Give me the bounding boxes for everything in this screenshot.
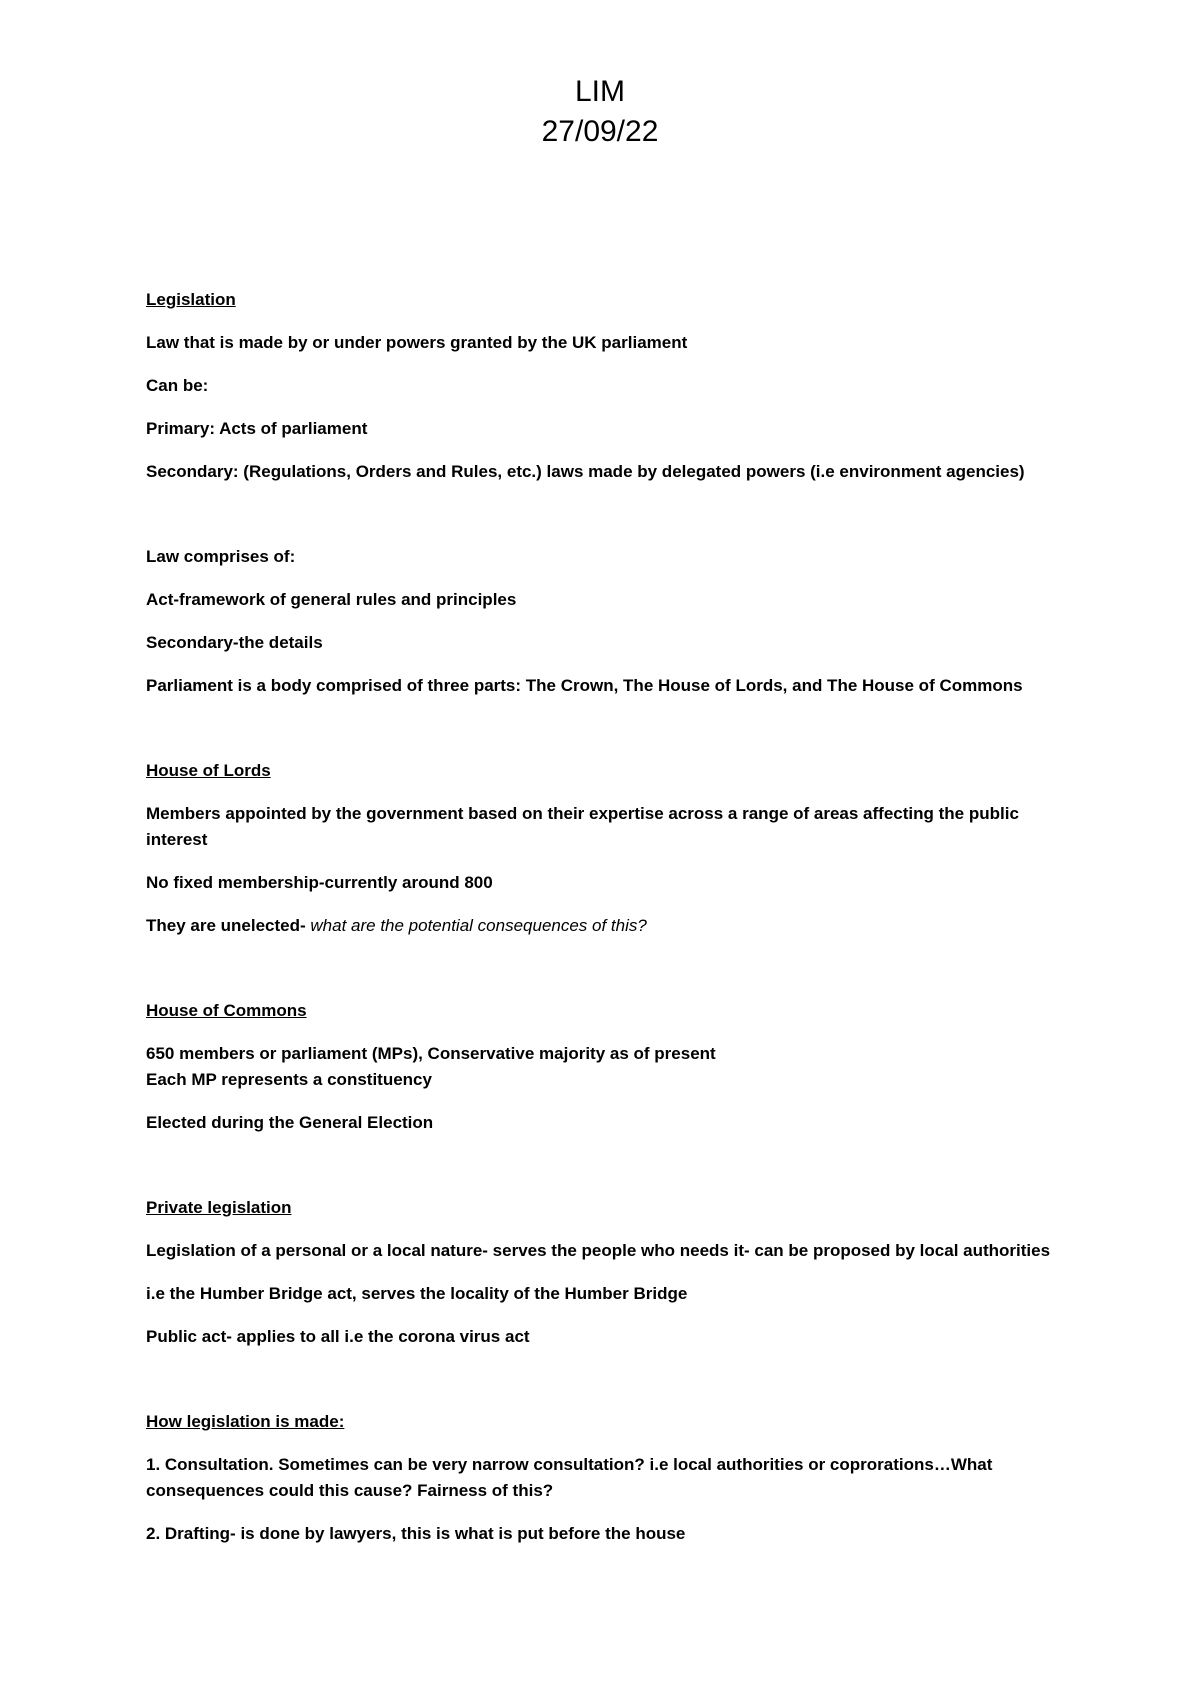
paragraph: Elected during the General Election — [146, 1113, 434, 1132]
paragraph: Each MP represents a constituency — [146, 1070, 432, 1089]
paragraph: i.e the Humber Bridge act, serves the locality of the Humber Bridge — [146, 1284, 688, 1303]
document-body — [146, 287, 1076, 1564]
spacer — [146, 1153, 1076, 1195]
section-heading-legislation: Legislation — [146, 290, 236, 309]
section-heading-house-of-commons: House of Commons — [146, 1001, 307, 1020]
document-date: 27/09/22 — [541, 115, 659, 148]
paragraph: Parliament is a body comprised of three parts: The Crown, The House of Lords, and The House of Commons — [146, 676, 1023, 695]
italic-question: what are the potential consequences of this? — [310, 916, 647, 935]
paragraph: Can be: — [146, 376, 209, 395]
paragraph: Act-framework of general rules and principles — [146, 590, 517, 609]
spacer — [146, 716, 1076, 758]
paragraph: Members appointed by the government based on their expertise across a range of areas affecting the public interest — [146, 804, 1019, 849]
paragraph: 1. Consultation. Sometimes can be very narrow consultation? i.e local authorities or coprorations…What consequences could this cause? Fairness of this? — [146, 1455, 993, 1500]
paragraph: No fixed membership-currently around 800 — [146, 873, 493, 892]
paragraph: Primary: Acts of parliament — [146, 419, 368, 438]
paragraph-text: They are unelected- — [146, 916, 311, 935]
document-header — [0, 72, 1200, 152]
spacer — [146, 502, 1076, 544]
spacer — [146, 956, 1076, 998]
section-heading-how-legislation-is-made: How legislation is made: — [146, 1412, 345, 1431]
paragraph: Public act- applies to all i.e the corona virus act — [146, 1327, 530, 1346]
paragraph: 2. Drafting- is done by lawyers, this is what is put before the house — [146, 1524, 686, 1543]
section-heading-house-of-lords: House of Lords — [146, 761, 271, 780]
paragraph: Legislation of a personal or a local nature- serves the people who needs it- can be proposed by local authorities — [146, 1241, 1051, 1260]
paragraph: Law that is made by or under powers granted by the UK parliament — [146, 333, 688, 352]
section-heading-private-legislation: Private legislation — [146, 1198, 292, 1217]
paragraph: Law comprises of: — [146, 547, 296, 566]
paragraph: 650 members or parliament (MPs), Conservative majority as of present — [146, 1044, 716, 1063]
document-title: LIM — [574, 75, 625, 108]
paragraph — [146, 913, 1076, 939]
spacer — [146, 1367, 1076, 1409]
paragraph: Secondary: (Regulations, Orders and Rules, etc.) laws made by delegated powers (i.e environment agencies) — [146, 462, 1025, 481]
paragraph: Secondary-the details — [146, 633, 323, 652]
